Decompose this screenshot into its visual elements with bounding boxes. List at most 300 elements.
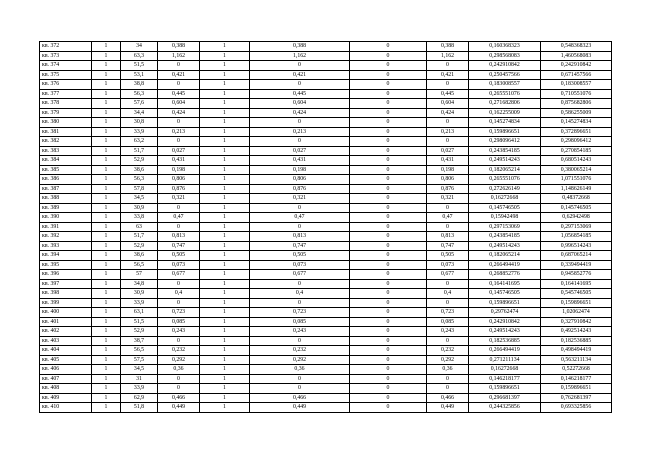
- cell-col-6: 0: [350, 232, 427, 242]
- cell-col-4: 1: [200, 80, 250, 90]
- cell-col-7: 0,36: [427, 365, 469, 375]
- cell-area: 52,9: [121, 241, 158, 251]
- cell-col-7: 0: [427, 336, 469, 346]
- cell-col-8: 0,249514243: [469, 241, 541, 251]
- cell-col-6: 0: [350, 70, 427, 80]
- cell-col-6: 0: [350, 118, 427, 128]
- cell-col-4: 1: [200, 156, 250, 166]
- cell-apartment: кв. 387: [40, 184, 92, 194]
- cell-col-7: 0,321: [427, 194, 469, 204]
- table-row: [40, 184, 612, 194]
- cell-col-5: 0,876: [250, 184, 350, 194]
- cell-col-5: 0,813: [250, 232, 350, 242]
- cell-col-7: 0: [427, 203, 469, 213]
- cell-col-8: 0,183008557: [469, 80, 541, 90]
- cell-col-6: 0: [350, 51, 427, 61]
- cell-col-1: 1: [92, 289, 121, 299]
- cell-col-8: 0,29762474: [469, 308, 541, 318]
- cell-col-5: 0: [250, 203, 350, 213]
- cell-col-7: 0: [427, 222, 469, 232]
- cell-col-5: 0: [250, 61, 350, 71]
- cell-apartment: кв. 404: [40, 346, 92, 356]
- cell-area: 63: [121, 222, 158, 232]
- cell-apartment: кв. 394: [40, 251, 92, 261]
- table-row: [40, 213, 612, 223]
- cell-col-5: 0,388: [250, 42, 350, 52]
- cell-col-3: 0,723: [158, 308, 200, 318]
- cell-apartment: кв. 374: [40, 61, 92, 71]
- cell-col-1: 1: [92, 346, 121, 356]
- cell-col-3: 0,027: [158, 146, 200, 156]
- table-row: [40, 146, 612, 156]
- cell-col-3: 0,388: [158, 42, 200, 52]
- cell-col-1: 1: [92, 374, 121, 384]
- cell-col-6: 0: [350, 184, 427, 194]
- cell-apartment: кв. 409: [40, 393, 92, 403]
- cell-apartment: кв. 386: [40, 175, 92, 185]
- cell-area: 63,3: [121, 51, 158, 61]
- table-row: [40, 384, 612, 394]
- cell-col-5: 0,421: [250, 70, 350, 80]
- table-row: [40, 137, 612, 147]
- cell-col-3: 0,47: [158, 213, 200, 223]
- cell-col-1: 1: [92, 165, 121, 175]
- cell-col-5: 0,027: [250, 146, 350, 156]
- cell-col-7: 0,198: [427, 165, 469, 175]
- cell-col-4: 1: [200, 118, 250, 128]
- cell-col-1: 1: [92, 127, 121, 137]
- cell-apartment: кв. 407: [40, 374, 92, 384]
- cell-col-1: 1: [92, 80, 121, 90]
- cell-col-8: 0,145274834: [469, 118, 541, 128]
- cell-col-6: 0: [350, 108, 427, 118]
- cell-area: 30,9: [121, 289, 158, 299]
- cell-col-7: 0,723: [427, 308, 469, 318]
- cell-col-6: 0: [350, 346, 427, 356]
- cell-col-3: 0,747: [158, 241, 200, 251]
- cell-col-total: 0,146218177: [541, 374, 612, 384]
- cell-col-5: 0,747: [250, 241, 350, 251]
- apartment-data-table: [39, 41, 612, 413]
- cell-col-8: 0,159896651: [469, 384, 541, 394]
- cell-col-total: 0,945852776: [541, 270, 612, 280]
- cell-col-5: 0,505: [250, 251, 350, 261]
- cell-col-7: 0,073: [427, 260, 469, 270]
- cell-area: 38,6: [121, 251, 158, 261]
- cell-apartment: кв. 383: [40, 146, 92, 156]
- cell-col-6: 0: [350, 137, 427, 147]
- cell-col-4: 1: [200, 384, 250, 394]
- cell-area: 31: [121, 374, 158, 384]
- cell-col-7: 0,027: [427, 146, 469, 156]
- cell-col-8: 0,145746505: [469, 289, 541, 299]
- cell-apartment: кв. 399: [40, 298, 92, 308]
- table-row: [40, 156, 612, 166]
- data-table-sheet: [39, 41, 611, 413]
- cell-col-5: 0: [250, 279, 350, 289]
- cell-area: 33,9: [121, 127, 158, 137]
- cell-col-6: 0: [350, 194, 427, 204]
- cell-col-5: 0,449: [250, 403, 350, 413]
- table-row: [40, 118, 612, 128]
- cell-col-8: 0,182065214: [469, 165, 541, 175]
- cell-col-total: 0,182536885: [541, 336, 612, 346]
- table-body: [40, 42, 612, 413]
- cell-col-7: 0,388: [427, 42, 469, 52]
- cell-col-4: 1: [200, 89, 250, 99]
- cell-col-total: 0,680514243: [541, 156, 612, 166]
- cell-col-total: 0,492514243: [541, 327, 612, 337]
- cell-area: 57,6: [121, 99, 158, 109]
- cell-col-1: 1: [92, 260, 121, 270]
- cell-col-4: 1: [200, 222, 250, 232]
- cell-col-7: 0,431: [427, 156, 469, 166]
- cell-col-total: 0,563211134: [541, 355, 612, 365]
- cell-col-8: 0,164141695: [469, 279, 541, 289]
- cell-col-4: 1: [200, 346, 250, 356]
- cell-col-4: 1: [200, 374, 250, 384]
- cell-col-3: 0,466: [158, 393, 200, 403]
- cell-col-8: 0,298568083: [469, 51, 541, 61]
- cell-col-5: 0,232: [250, 346, 350, 356]
- cell-col-5: 0,292: [250, 355, 350, 365]
- cell-col-7: 0,806: [427, 175, 469, 185]
- table-row: [40, 336, 612, 346]
- cell-col-5: 0,198: [250, 165, 350, 175]
- cell-area: 56,5: [121, 260, 158, 270]
- cell-col-4: 1: [200, 403, 250, 413]
- cell-apartment: кв. 393: [40, 241, 92, 251]
- cell-col-6: 0: [350, 42, 427, 52]
- cell-col-3: 0: [158, 298, 200, 308]
- cell-col-4: 1: [200, 175, 250, 185]
- cell-col-total: 0,710551076: [541, 89, 612, 99]
- cell-col-1: 1: [92, 146, 121, 156]
- cell-col-8: 0,266494419: [469, 260, 541, 270]
- table-row: [40, 70, 612, 80]
- table-row: [40, 355, 612, 365]
- cell-area: 34,5: [121, 365, 158, 375]
- cell-area: 51,5: [121, 317, 158, 327]
- cell-col-1: 1: [92, 365, 121, 375]
- cell-col-4: 1: [200, 42, 250, 52]
- cell-col-4: 1: [200, 289, 250, 299]
- table-row: [40, 374, 612, 384]
- cell-col-7: 0: [427, 298, 469, 308]
- table-row: [40, 175, 612, 185]
- cell-col-8: 0,271682806: [469, 99, 541, 109]
- cell-col-3: 0,36: [158, 365, 200, 375]
- cell-area: 53,1: [121, 70, 158, 80]
- cell-area: 38,6: [121, 165, 158, 175]
- table-row: [40, 80, 612, 90]
- cell-col-3: 0: [158, 137, 200, 147]
- cell-col-5: 0: [250, 374, 350, 384]
- cell-col-7: 0: [427, 384, 469, 394]
- cell-area: 56,5: [121, 346, 158, 356]
- cell-col-1: 1: [92, 89, 121, 99]
- table-row: [40, 61, 612, 71]
- cell-col-5: 0,677: [250, 270, 350, 280]
- cell-col-8: 0,162255009: [469, 108, 541, 118]
- cell-col-5: 1,162: [250, 51, 350, 61]
- cell-col-3: 0,421: [158, 70, 200, 80]
- cell-area: 51,5: [121, 61, 158, 71]
- table-row: [40, 317, 612, 327]
- cell-col-1: 1: [92, 393, 121, 403]
- cell-col-8: 0,243854185: [469, 146, 541, 156]
- cell-col-total: 0,339494419: [541, 260, 612, 270]
- cell-col-total: 0,586255009: [541, 108, 612, 118]
- cell-col-3: 0,505: [158, 251, 200, 261]
- cell-apartment: кв. 378: [40, 99, 92, 109]
- cell-col-5: 0: [250, 222, 350, 232]
- cell-area: 30,9: [121, 203, 158, 213]
- cell-col-4: 1: [200, 393, 250, 403]
- cell-col-3: 0: [158, 222, 200, 232]
- cell-col-7: 0,213: [427, 127, 469, 137]
- cell-apartment: кв. 372: [40, 42, 92, 52]
- cell-col-4: 1: [200, 327, 250, 337]
- cell-col-1: 1: [92, 232, 121, 242]
- table-row: [40, 127, 612, 137]
- cell-col-4: 1: [200, 61, 250, 71]
- cell-col-total: 0,996514243: [541, 241, 612, 251]
- table-row: [40, 241, 612, 251]
- cell-col-3: 0,424: [158, 108, 200, 118]
- cell-col-3: 0,198: [158, 165, 200, 175]
- cell-col-6: 0: [350, 175, 427, 185]
- cell-col-7: 0,505: [427, 251, 469, 261]
- table-row: [40, 289, 612, 299]
- cell-col-total: 0,327910842: [541, 317, 612, 327]
- cell-area: 33,9: [121, 384, 158, 394]
- table-row: [40, 222, 612, 232]
- cell-col-8: 0,182065214: [469, 251, 541, 261]
- cell-col-8: 0,265551076: [469, 175, 541, 185]
- cell-col-3: 0,677: [158, 270, 200, 280]
- cell-apartment: кв. 381: [40, 127, 92, 137]
- cell-col-6: 0: [350, 165, 427, 175]
- cell-col-1: 1: [92, 403, 121, 413]
- cell-area: 56,3: [121, 89, 158, 99]
- cell-col-6: 0: [350, 355, 427, 365]
- table-row: [40, 203, 612, 213]
- cell-col-total: 0,145274834: [541, 118, 612, 128]
- cell-col-3: 0: [158, 80, 200, 90]
- cell-apartment: кв. 401: [40, 317, 92, 327]
- cell-col-1: 1: [92, 99, 121, 109]
- cell-col-5: 0: [250, 336, 350, 346]
- cell-col-5: 0,424: [250, 108, 350, 118]
- cell-col-3: 1,162: [158, 51, 200, 61]
- cell-apartment: кв. 377: [40, 89, 92, 99]
- cell-col-total: 0,52272668: [541, 365, 612, 375]
- cell-col-8: 0,160368323: [469, 42, 541, 52]
- cell-col-total: 0,380065214: [541, 165, 612, 175]
- cell-col-5: 0,445: [250, 89, 350, 99]
- cell-col-8: 0,242910842: [469, 317, 541, 327]
- cell-col-7: 0,421: [427, 70, 469, 80]
- cell-area: 51,7: [121, 146, 158, 156]
- cell-col-4: 1: [200, 213, 250, 223]
- cell-col-3: 0,431: [158, 156, 200, 166]
- cell-apartment: кв. 380: [40, 118, 92, 128]
- cell-col-8: 0,242910842: [469, 61, 541, 71]
- cell-apartment: кв. 391: [40, 222, 92, 232]
- table-row: [40, 403, 612, 413]
- cell-col-1: 1: [92, 175, 121, 185]
- cell-apartment: кв. 382: [40, 137, 92, 147]
- cell-col-total: 0,145746505: [541, 203, 612, 213]
- cell-col-7: 0: [427, 137, 469, 147]
- cell-col-1: 1: [92, 42, 121, 52]
- cell-col-1: 1: [92, 51, 121, 61]
- cell-col-6: 0: [350, 99, 427, 109]
- cell-col-total: 0,671457566: [541, 70, 612, 80]
- cell-col-total: 1,056854185: [541, 232, 612, 242]
- cell-col-4: 1: [200, 146, 250, 156]
- cell-col-8: 0,296681397: [469, 393, 541, 403]
- cell-col-4: 1: [200, 51, 250, 61]
- cell-col-4: 1: [200, 108, 250, 118]
- cell-col-4: 1: [200, 279, 250, 289]
- table-row: [40, 51, 612, 61]
- cell-col-3: 0: [158, 279, 200, 289]
- cell-col-7: 0,232: [427, 346, 469, 356]
- cell-col-6: 0: [350, 270, 427, 280]
- cell-col-6: 0: [350, 336, 427, 346]
- cell-col-3: 0,232: [158, 346, 200, 356]
- table-row: [40, 327, 612, 337]
- cell-col-6: 0: [350, 374, 427, 384]
- cell-area: 34,4: [121, 108, 158, 118]
- cell-col-6: 0: [350, 222, 427, 232]
- cell-col-5: 0,321: [250, 194, 350, 204]
- cell-col-3: 0,604: [158, 99, 200, 109]
- cell-apartment: кв. 398: [40, 289, 92, 299]
- cell-col-3: 0: [158, 336, 200, 346]
- cell-col-8: 0,16272668: [469, 194, 541, 204]
- cell-col-8: 0,249514243: [469, 327, 541, 337]
- cell-col-6: 0: [350, 289, 427, 299]
- cell-col-7: 0: [427, 61, 469, 71]
- cell-col-4: 1: [200, 365, 250, 375]
- cell-col-4: 1: [200, 137, 250, 147]
- table-row: [40, 260, 612, 270]
- cell-col-8: 0,297153069: [469, 222, 541, 232]
- cell-col-7: 0,47: [427, 213, 469, 223]
- cell-col-6: 0: [350, 80, 427, 90]
- cell-col-4: 1: [200, 308, 250, 318]
- cell-col-8: 0,266494419: [469, 346, 541, 356]
- cell-apartment: кв. 396: [40, 270, 92, 280]
- cell-col-1: 1: [92, 61, 121, 71]
- cell-col-6: 0: [350, 241, 427, 251]
- table-row: [40, 99, 612, 109]
- cell-col-8: 0,159896651: [469, 127, 541, 137]
- cell-area: 38,7: [121, 336, 158, 346]
- cell-col-6: 0: [350, 308, 427, 318]
- cell-area: 52,9: [121, 156, 158, 166]
- cell-col-total: 0,687065214: [541, 251, 612, 261]
- cell-col-6: 0: [350, 298, 427, 308]
- cell-col-total: 0,48372668: [541, 194, 612, 204]
- cell-col-3: 0,813: [158, 232, 200, 242]
- cell-col-total: 1,02062474: [541, 308, 612, 318]
- cell-col-7: 0: [427, 118, 469, 128]
- cell-col-6: 0: [350, 203, 427, 213]
- cell-col-4: 1: [200, 127, 250, 137]
- cell-col-total: 0,164141695: [541, 279, 612, 289]
- cell-col-5: 0: [250, 80, 350, 90]
- cell-col-3: 0,445: [158, 89, 200, 99]
- table-row: [40, 194, 612, 204]
- cell-col-7: 0,445: [427, 89, 469, 99]
- cell-col-1: 1: [92, 118, 121, 128]
- cell-col-1: 1: [92, 355, 121, 365]
- cell-col-6: 0: [350, 61, 427, 71]
- cell-col-3: 0,449: [158, 403, 200, 413]
- cell-col-7: 0,292: [427, 355, 469, 365]
- cell-col-5: 0,604: [250, 99, 350, 109]
- table-row: [40, 365, 612, 375]
- cell-col-4: 1: [200, 317, 250, 327]
- cell-col-7: 0: [427, 374, 469, 384]
- cell-area: 57,5: [121, 355, 158, 365]
- cell-col-6: 0: [350, 365, 427, 375]
- cell-col-1: 1: [92, 317, 121, 327]
- cell-col-5: 0,4: [250, 289, 350, 299]
- cell-area: 33,9: [121, 298, 158, 308]
- cell-col-1: 1: [92, 222, 121, 232]
- cell-col-1: 1: [92, 194, 121, 204]
- cell-col-1: 1: [92, 384, 121, 394]
- cell-area: 30,8: [121, 118, 158, 128]
- table-row: [40, 393, 612, 403]
- cell-col-1: 1: [92, 270, 121, 280]
- cell-col-total: 1,460568083: [541, 51, 612, 61]
- cell-col-5: 0: [250, 384, 350, 394]
- cell-area: 63,2: [121, 137, 158, 147]
- cell-col-total: 1,148626149: [541, 184, 612, 194]
- cell-col-5: 0,213: [250, 127, 350, 137]
- cell-col-5: 0,073: [250, 260, 350, 270]
- table-row: [40, 42, 612, 52]
- cell-col-8: 0,159896651: [469, 298, 541, 308]
- cell-area: 62,9: [121, 393, 158, 403]
- cell-apartment: кв. 410: [40, 403, 92, 413]
- cell-apartment: кв. 395: [40, 260, 92, 270]
- cell-col-5: 0: [250, 298, 350, 308]
- cell-col-4: 1: [200, 165, 250, 175]
- cell-col-6: 0: [350, 327, 427, 337]
- cell-apartment: кв. 373: [40, 51, 92, 61]
- cell-col-4: 1: [200, 232, 250, 242]
- cell-col-3: 0,213: [158, 127, 200, 137]
- cell-col-1: 1: [92, 137, 121, 147]
- cell-area: 52,9: [121, 327, 158, 337]
- cell-col-8: 0,272626149: [469, 184, 541, 194]
- cell-col-total: 0,875682806: [541, 99, 612, 109]
- table-row: [40, 279, 612, 289]
- cell-col-total: 0,548368323: [541, 42, 612, 52]
- cell-area: 63,1: [121, 308, 158, 318]
- cell-apartment: кв. 406: [40, 365, 92, 375]
- cell-col-8: 0,16272668: [469, 365, 541, 375]
- cell-col-3: 0: [158, 384, 200, 394]
- cell-area: 57,8: [121, 184, 158, 194]
